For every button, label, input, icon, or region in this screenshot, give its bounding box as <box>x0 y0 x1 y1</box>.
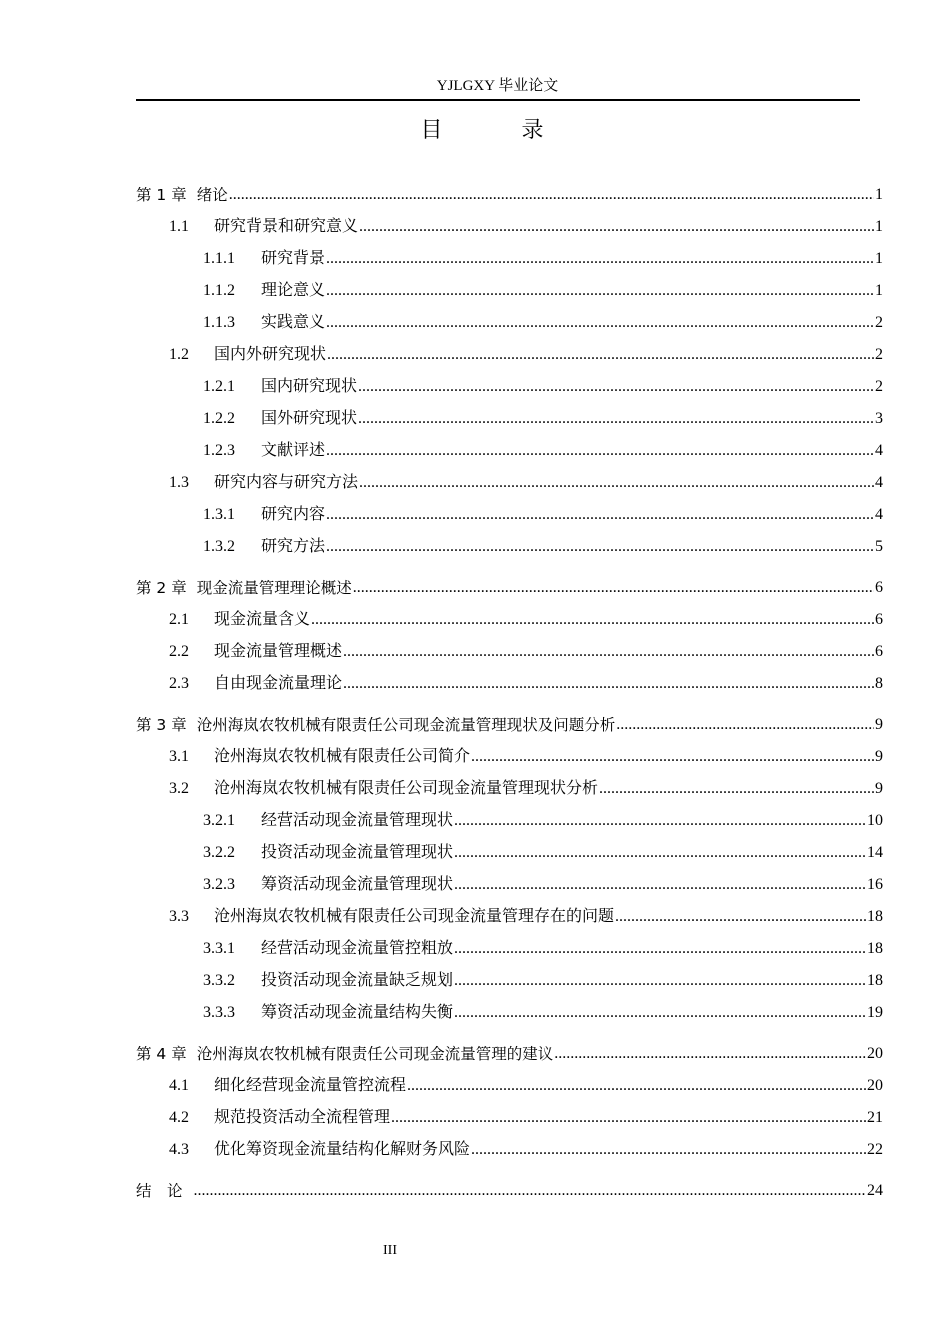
toc-dot-leader <box>454 1002 866 1024</box>
toc-entry[interactable] <box>136 1178 883 1202</box>
toc-entry[interactable] <box>136 712 883 736</box>
toc-dot-leader <box>454 938 866 960</box>
toc-entry-number: 1.1.1 <box>203 250 235 267</box>
toc-entry-page: 18 <box>867 908 883 925</box>
toc-entry-number: 1.1.2 <box>203 282 235 299</box>
toc-entry-number: 3.2 <box>169 780 189 797</box>
toc-entry[interactable] <box>203 840 883 864</box>
toc-entry-page: 6 <box>875 611 883 628</box>
toc-entry-page: 24 <box>867 1182 883 1199</box>
toc-entry-number: 3.1 <box>169 748 189 765</box>
toc-entry-number: 第 2 章 <box>136 579 187 597</box>
toc-entry[interactable] <box>203 502 883 526</box>
toc-entry-title: 文献评述 <box>261 442 326 459</box>
toc-entry-page: 21 <box>867 1109 883 1126</box>
toc-entry-title: 筹资活动现金流量结构失衡 <box>261 1004 454 1021</box>
toc-entry-page: 20 <box>867 1077 883 1094</box>
toc-entry-number: 3.3 <box>169 908 189 925</box>
toc-entry-number: 4.1 <box>169 1077 189 1094</box>
toc-entry-title: 现金流量管理概述 <box>214 643 343 660</box>
toc-entry-number: 3.3.2 <box>203 972 235 989</box>
toc-entry-page: 4 <box>875 474 883 491</box>
toc-entry-number: 3.2.2 <box>203 844 235 861</box>
toc-entry-page: 1 <box>875 186 883 203</box>
toc-entry-number: 1.1 <box>169 218 189 235</box>
toc-entry-title: 经营活动现金流量管理现状 <box>261 812 454 829</box>
toc-entry[interactable] <box>169 744 883 768</box>
toc-entry-page: 9 <box>875 780 883 797</box>
toc-dot-leader <box>343 641 874 663</box>
toc-entry[interactable] <box>169 1105 883 1129</box>
toc-entry-number: 第 1 章 <box>136 186 187 204</box>
toc-entry-title: 投资活动现金流量缺乏规划 <box>261 972 454 989</box>
toc-entry-title: 筹资活动现金流量管理现状 <box>261 876 454 893</box>
toc-dot-leader <box>615 906 866 928</box>
toc-dot-leader <box>599 778 874 800</box>
toc-dot-leader <box>454 842 866 864</box>
toc-dot-leader <box>229 184 874 206</box>
toc-entry-number: 1.3.2 <box>203 538 235 555</box>
toc-entry-page: 1 <box>875 218 883 235</box>
toc-entry[interactable] <box>203 808 883 832</box>
toc-dot-leader <box>358 376 874 398</box>
toc-dot-leader <box>327 344 874 366</box>
toc-dot-leader <box>326 536 874 558</box>
toc-entry[interactable] <box>203 246 883 270</box>
toc-entry-page: 2 <box>875 314 883 331</box>
toc-entry-number: 1.2.2 <box>203 410 235 427</box>
page-number: III <box>383 1243 397 1258</box>
toc-dot-leader <box>359 216 874 238</box>
toc-entry-title: 投资活动现金流量管理现状 <box>261 844 454 861</box>
toc-entry-page: 18 <box>867 940 883 957</box>
toc-entry[interactable] <box>203 872 883 896</box>
toc-entry-page: 6 <box>875 643 883 660</box>
toc-entry-title: 研究内容与研究方法 <box>214 474 359 491</box>
toc-title: 目 录 <box>420 118 580 143</box>
toc-entry-number: 4.2 <box>169 1109 189 1126</box>
toc-entry-page: 1 <box>875 250 883 267</box>
toc-entry-title: 自由现金流量理论 <box>214 675 343 692</box>
toc-entry-page: 14 <box>867 844 883 861</box>
toc-entry-title: 规范投资活动全流程管理 <box>214 1109 391 1126</box>
toc-entry-number: 1.1.3 <box>203 314 235 331</box>
toc-entry[interactable] <box>169 607 883 631</box>
toc-entry-number: 1.3 <box>169 474 189 491</box>
toc-dot-leader <box>326 248 874 270</box>
toc-entry-title: 绪论 <box>196 186 228 204</box>
toc-entry-number: 1.3.1 <box>203 506 235 523</box>
toc-entry-page: 9 <box>875 748 883 765</box>
toc-entry-title: 现金流量管理理论概述 <box>196 579 352 597</box>
toc-dot-leader <box>454 970 866 992</box>
toc-entry-title: 研究背景和研究意义 <box>214 218 359 235</box>
toc-entry-page: 10 <box>867 812 883 829</box>
toc-dot-leader <box>194 1180 866 1202</box>
toc-entry[interactable] <box>203 438 883 462</box>
toc-dot-leader <box>554 1043 866 1065</box>
toc-dot-leader <box>326 440 874 462</box>
toc-entry-title: 国内研究现状 <box>261 378 358 395</box>
toc-dot-leader <box>471 746 874 768</box>
toc-entry-page: 22 <box>867 1141 883 1158</box>
toc-dot-leader <box>311 609 874 631</box>
toc-dot-leader <box>391 1107 866 1129</box>
toc-entry-title: 研究内容 <box>261 506 326 523</box>
toc-dot-leader <box>454 810 866 832</box>
toc-entry-page: 9 <box>875 716 883 733</box>
toc-entry-title: 优化筹资现金流量结构化解财务风险 <box>214 1141 471 1158</box>
toc-entry[interactable] <box>203 374 883 398</box>
toc-entry-title: 沧州海岚农牧机械有限责任公司现金流量管理现状及问题分析 <box>196 716 616 734</box>
toc-entry[interactable] <box>203 278 883 302</box>
toc-entry-page: 3 <box>875 410 883 427</box>
toc-entry[interactable] <box>169 671 883 695</box>
toc-entry[interactable] <box>169 776 883 800</box>
toc-entry-number: 3.3.3 <box>203 1004 235 1021</box>
toc-entry-title: 研究背景 <box>261 250 326 267</box>
toc-dot-leader <box>407 1075 866 1097</box>
toc-entry-title: 国内外研究现状 <box>214 346 327 363</box>
toc-entry-page: 19 <box>867 1004 883 1021</box>
toc-entry-page: 18 <box>867 972 883 989</box>
toc-entry-number: 3.3.1 <box>203 940 235 957</box>
table-of-contents <box>136 0 883 1344</box>
toc-entry-number: 1.2.3 <box>203 442 235 459</box>
toc-entry-page: 2 <box>875 378 883 395</box>
toc-entry[interactable] <box>203 936 883 960</box>
toc-dot-leader <box>353 577 874 599</box>
toc-entry[interactable] <box>203 534 883 558</box>
toc-entry[interactable] <box>169 342 883 366</box>
toc-entry[interactable] <box>169 639 883 663</box>
toc-entry-title: 经营活动现金流量管控粗放 <box>261 940 454 957</box>
toc-entry-number: 第 3 章 <box>136 716 187 734</box>
toc-entry-number: 2.1 <box>169 611 189 628</box>
toc-entry[interactable] <box>169 904 883 928</box>
toc-entry-title: 沧州海岚农牧机械有限责任公司现金流量管理现状分析 <box>214 780 599 797</box>
toc-entry-number: 1.2 <box>169 346 189 363</box>
toc-entry[interactable] <box>136 182 883 206</box>
toc-dot-leader <box>326 312 874 334</box>
toc-dot-leader <box>454 874 866 896</box>
toc-entry-page: 20 <box>867 1045 883 1062</box>
toc-dot-leader <box>358 408 874 430</box>
toc-entry-page: 5 <box>875 538 883 555</box>
toc-dot-leader <box>326 280 874 302</box>
toc-entry-title: 现金流量含义 <box>214 611 311 628</box>
toc-entry-title: 沧州海岚农牧机械有限责任公司简介 <box>214 748 471 765</box>
toc-entry-number: 第 4 章 <box>136 1045 187 1063</box>
toc-entry-title: 沧州海岚农牧机械有限责任公司现金流量管理的建议 <box>196 1045 554 1063</box>
toc-entry-number: 4.3 <box>169 1141 189 1158</box>
toc-entry-page: 4 <box>875 506 883 523</box>
toc-entry-number: 3.2.1 <box>203 812 235 829</box>
toc-entry[interactable] <box>136 1041 883 1065</box>
toc-entry-title: 研究方法 <box>261 538 326 555</box>
toc-entry-title: 国外研究现状 <box>261 410 358 427</box>
toc-entry-page: 1 <box>875 282 883 299</box>
toc-entry[interactable] <box>203 406 883 430</box>
toc-entry-title: 理论意义 <box>261 282 326 299</box>
toc-entry-number: 2.3 <box>169 675 189 692</box>
toc-entry-title: 细化经营现金流量管控流程 <box>214 1077 407 1094</box>
toc-entry[interactable] <box>203 310 883 334</box>
toc-dot-leader <box>343 673 874 695</box>
toc-entry[interactable] <box>203 1000 883 1024</box>
toc-entry[interactable] <box>169 470 883 494</box>
toc-entry-page: 2 <box>875 346 883 363</box>
toc-entry[interactable] <box>169 214 883 238</box>
toc-entry[interactable] <box>169 1137 883 1161</box>
toc-entry[interactable] <box>203 968 883 992</box>
toc-entry-page: 8 <box>875 675 883 692</box>
toc-entry-title: 沧州海岚农牧机械有限责任公司现金流量管理存在的问题 <box>214 908 615 925</box>
toc-entry-number: 1.2.1 <box>203 378 235 395</box>
toc-entry[interactable] <box>169 1073 883 1097</box>
toc-dot-leader <box>359 472 874 494</box>
toc-entry-number: 2.2 <box>169 643 189 660</box>
toc-entry-number: 结 论 <box>136 1182 183 1200</box>
toc-dot-leader <box>471 1139 866 1161</box>
toc-entry[interactable] <box>136 575 883 599</box>
toc-entry-title: 实践意义 <box>261 314 326 331</box>
toc-dot-leader <box>326 504 874 526</box>
toc-entry-page: 6 <box>875 579 883 596</box>
running-header: YJLGXY 毕业论文 <box>436 78 559 94</box>
toc-entry-page: 4 <box>875 442 883 459</box>
toc-entry-page: 16 <box>867 876 883 893</box>
toc-dot-leader <box>616 714 874 736</box>
toc-entry-number: 3.2.3 <box>203 876 235 893</box>
